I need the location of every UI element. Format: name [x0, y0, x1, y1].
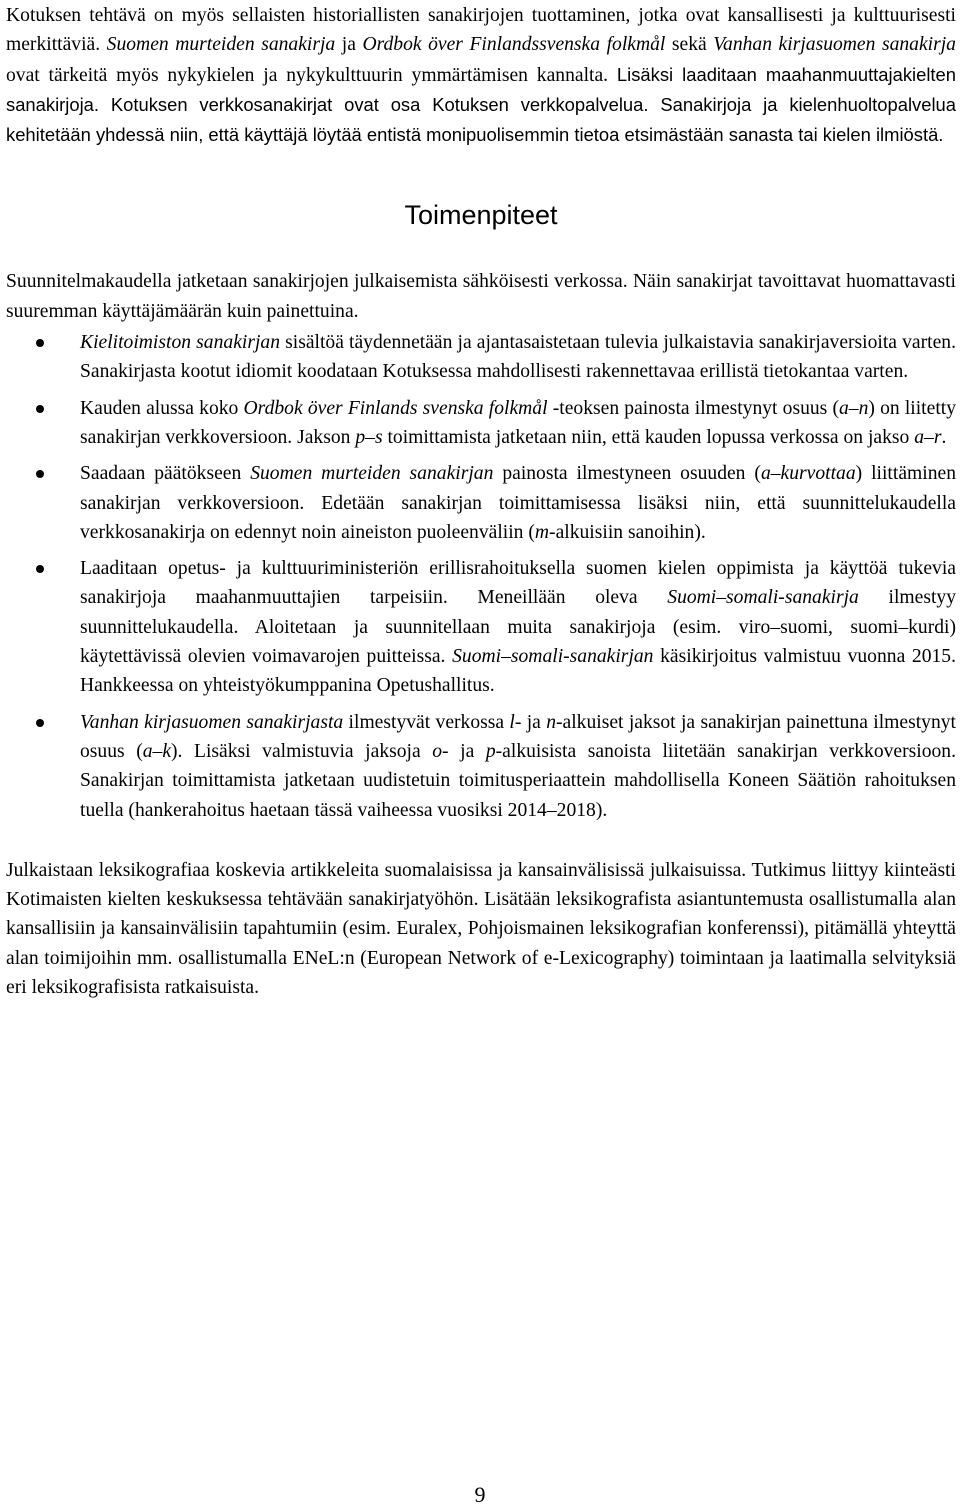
- italic-letter: a–kurvottaa: [760, 463, 856, 485]
- italic-letter: a: [914, 426, 925, 448]
- bullet-icon: [36, 339, 44, 347]
- lead-paragraph: Suunnitelmakaudella jatketaan sanakirjojen julkaisemista sähköisesti verkossa. Näin sanakirjat tavoittavat huomattavasti suuremman käyttäjämäärän kuin painettuina.: [6, 271, 956, 322]
- text-span: –: [924, 426, 934, 448]
- text-span: - ja: [514, 711, 547, 733]
- bullet-icon: [36, 719, 44, 727]
- section-heading: Toimenpiteet: [404, 200, 558, 231]
- title-italic: Suomen murteiden sanakirja: [106, 34, 336, 56]
- list-item: [6, 328, 956, 387]
- italic-letter: a–k: [142, 740, 172, 762]
- text-span: sekä: [665, 34, 714, 56]
- text-span: ja: [335, 34, 363, 56]
- italic-letter: n: [546, 711, 557, 733]
- text-span: ilmestyy suunnittelukaudella. Aloitetaan ja suunnitellaan muita sanakirjoja (esim. viro–suomi, suomi–kurdi) käytettävissä olevien voimavarojen puitteissa.: [80, 587, 956, 668]
- text-span: .: [941, 426, 947, 448]
- italic-letter: r: [933, 426, 942, 448]
- list-item: [6, 708, 956, 825]
- italic-letter: p: [485, 740, 496, 762]
- closing-paragraph: Julkaistaan leksikografiaa koskevia artikkeleita suomalaisissa ja kansainvälisissä julkaisuissa. Tutkimus liittyy kiinteästi Kotimaisten kielten keskuksessa tehtävään sanakirjatyöhön. Lisätään leksikografista asiantuntemusta osallistumalla alan kansallisiin ja kansainvälisiin tapahtumiin (esim. Euralex, Pohjoismainen leksikografian konferenssi), pitämällä yhteyttä alan toimijoihin mm. osallistumalla ENeL:n (European Network of e-Lexicography) toimintaan ja laatimalla selvityksiä eri leksikografisista ratkaisuista.: [6, 859, 956, 999]
- list-item: [6, 394, 956, 453]
- text-span: –: [365, 426, 375, 448]
- text-span: ovat tärkeitä myös nykykielen ja nykykulttuurin ymmärtämisen kannalta.: [6, 64, 609, 86]
- text-span: sisältöä täydennetään ja ajantasaistetaan tulevia julkaistavia sanakirjaversioita varten. Sanakirjasta kootut idiomit koodataan Kotuksessa mahdollisesti rakennettavaa erillistä tietokantaa varten.: [80, 332, 956, 383]
- italic-letter: o: [432, 740, 443, 762]
- list-item: [6, 459, 956, 547]
- bullet-icon: [36, 470, 44, 478]
- measures-list: [6, 328, 956, 825]
- document-page: [6, 0, 956, 1002]
- text-span: Saadaan päätökseen: [80, 463, 251, 485]
- italic-letter: n: [858, 397, 869, 419]
- bullet-icon: [36, 565, 44, 573]
- intro-sans-text: Lisäksi laaditaan maahanmuuttajakielten sanakirjoja. Kotuksen verkkosanakirjat ovat osa Kotuksen verkkopalvelua. Sanakirjoja ja kielenhuoltopalvelua kehitetään yhdessä niin, että käyttäjä löytää entistä monipuolisemmin tietoa etsimästään sanasta tai kielen ilmiöstä.: [6, 63, 956, 146]
- title-italic: Ordbok över Finlands svenska folkmål: [243, 397, 548, 419]
- title-italic: Vanhan kirjasuomen sanakirjasta: [80, 711, 344, 733]
- title-italic: Kielitoimiston sanakirjan: [80, 332, 280, 354]
- list-item: [6, 554, 956, 700]
- text-span: toimittamista jatketaan niin, että kauden lopussa verkossa on jakso: [382, 426, 915, 448]
- text-span: ) liittäminen sanakirjan verkkoversioon. Edetään sanakirjan toimittamisessa lisäksi niin, että suunnittelukaudella verkkosanakirja on edennyt noin aineiston puoleenväliin (: [80, 463, 956, 543]
- title-italic: Suomi–somali-sanakirjan: [452, 646, 654, 668]
- title-italic: Suomen murteiden sanakirjan: [250, 463, 494, 485]
- text-span: Laaditaan opetus- ja kulttuuriministeriön erillisrahoituksella suomen kielen oppimista ja käyttöä tukevia sanakirjoja maahanmuuttajien tarpeisiin. Meneillään oleva: [80, 558, 956, 609]
- text-span: ) on liitetty sanakirjan verkkoversioon. Jakson: [80, 397, 957, 448]
- italic-letter: s: [374, 426, 383, 448]
- text-span: - ja: [442, 740, 486, 762]
- text-span: -alkuiset jaksot ja sanakirjan painettuna ilmestynyt osuus (: [80, 711, 956, 762]
- bullet-icon: [36, 405, 44, 413]
- text-span: –: [848, 397, 859, 419]
- title-italic: Ordbok över Finlandssvenska folkmål: [362, 34, 666, 56]
- text-span: -alkuisista sanoista liitetään sanakirjan verkkoversioon. Sanakirjan toimittamista jatketaan uudistetuin toimitusperiaattein mahdollisella Koneen Säätiön rahoituksen tuella (hankerahoitus haetaan tässä vaiheessa vuosiksi 2014–2018).: [80, 740, 956, 821]
- title-italic: Suomi–somali-sanakirja: [667, 587, 859, 609]
- text-span: painosta ilmestyneen osuuden (: [493, 463, 761, 485]
- italic-letter: p: [355, 426, 366, 448]
- text-span: Kauden alussa koko: [80, 397, 244, 419]
- text-span: -teoksen painosta ilmestynyt osuus (: [547, 397, 839, 419]
- intro-sentence: Kotuksen tehtävä on myös sellaisten historiallisten sanakirjojen tuottaminen, jotka ovat kansallisesti ja kulttuurisesti merkittäviä.: [6, 5, 956, 56]
- italic-letter: l: [509, 711, 515, 733]
- text-span: -alkuisiin sanoihin).: [549, 521, 706, 543]
- text-span: ilmestyvät verkossa: [343, 711, 510, 733]
- italic-letter: m: [534, 521, 550, 543]
- italic-letter: a: [839, 397, 849, 419]
- page-number: 9: [474, 1482, 486, 1507]
- intro-paragraph: [6, 0, 956, 150]
- title-italic: Vanhan kirjasuomen sanakirja: [713, 34, 956, 56]
- text-span: ). Lisäksi valmistuvia jaksoja: [171, 740, 433, 762]
- text-span: käsikirjoitus valmistuu vuonna 2015. Hankkeessa on yhteistyökumppanina Opetushallitus.: [80, 646, 956, 697]
